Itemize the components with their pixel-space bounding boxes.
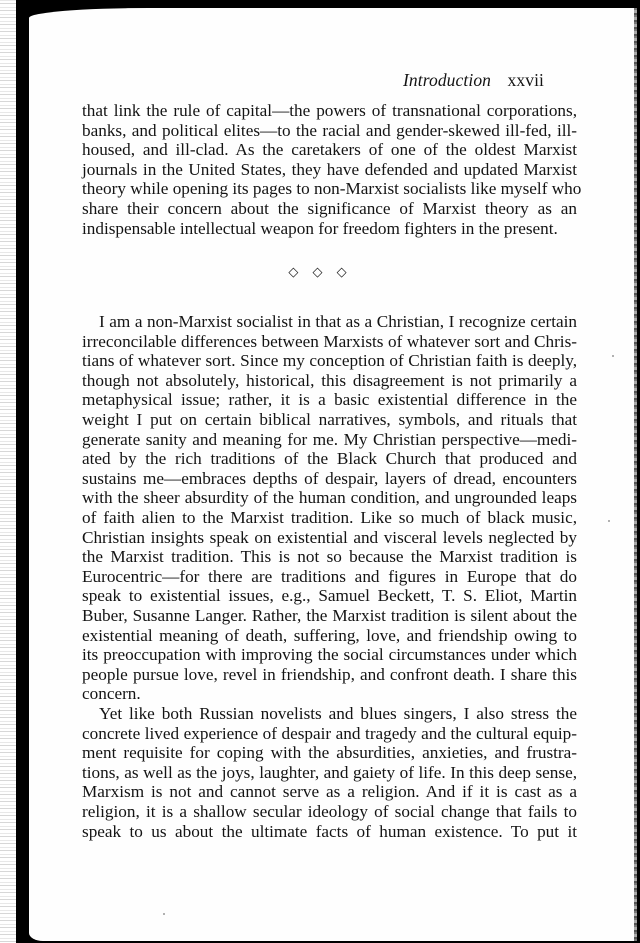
text-line: the Marxist tradition. This is not so because the Marxist tradition is bbox=[82, 547, 577, 567]
text-line: people pursue love, revel in friendship, and confront death. I share this bbox=[82, 664, 577, 684]
text-line: irreconcilable differences between Marxists of whatever sort and Chris- bbox=[82, 331, 577, 351]
text-line: generate sanity and meaning for me. My Christian perspective—medi- bbox=[82, 429, 577, 449]
text-line: weight I put on certain biblical narratives, symbols, and rituals that bbox=[82, 409, 577, 429]
text-line: Yet like both Russian novelists and blues singers, I also stress the bbox=[99, 704, 577, 723]
section-break-ornament: ◇ ◇ ◇ bbox=[288, 265, 352, 280]
paragraph-1 bbox=[82, 101, 582, 238]
text-line: share their concern about the significance of Marxist theory as an bbox=[82, 198, 577, 218]
section-title: Introduction bbox=[402, 70, 492, 90]
text-line: Christian insights speak on existential and visceral levels neglected by bbox=[82, 527, 577, 547]
text-line: indispensable intellectual weapon for freedom fighters in the present. bbox=[82, 218, 558, 238]
text-line: religion, it is a shallow secular ideology of social change that fails to bbox=[82, 801, 577, 821]
text-line: journals in the United States, they have defended and updated Marxist bbox=[82, 159, 577, 179]
text-line: speak to us about the ultimate facts of human existence. To put it bbox=[82, 821, 577, 841]
text-line: concrete lived experience of despair and tragedy and the cultural equip- bbox=[82, 723, 577, 743]
running-head bbox=[403, 70, 544, 91]
text-line: Eurocentric—for there are traditions and figures in Europe that do bbox=[82, 566, 577, 586]
paragraph-3 bbox=[82, 704, 577, 841]
text-line: metaphysical issue; rather, it is a basic existential difference in the bbox=[82, 390, 577, 410]
text-line: existential meaning of death, suffering, love, and friendship owing to bbox=[82, 625, 577, 645]
page-right-edge bbox=[634, 8, 637, 941]
text-line: Marxism is not and cannot serve as a religion. And if it is cast as a bbox=[82, 782, 577, 802]
text-line: ment requisite for coping with the absurdities, anxieties, and frustra- bbox=[82, 743, 577, 763]
text-line: ated by the rich traditions of the Black Church that produced and bbox=[82, 449, 577, 469]
binding-texture bbox=[0, 0, 16, 943]
text-line: concern. bbox=[82, 684, 141, 704]
text-line: banks, and political elites—to the racial and gender-skewed ill-fed, ill- bbox=[82, 120, 577, 140]
text-line: with the sheer absurdity of the human condition, and ungrounded leaps bbox=[82, 488, 577, 508]
scan-speck bbox=[608, 520, 610, 522]
scan-speck bbox=[163, 913, 165, 915]
paragraph-2 bbox=[82, 312, 577, 704]
scan-speck bbox=[612, 355, 614, 357]
text-line: though not absolutely, historical, this disagreement is not primarily a bbox=[82, 370, 577, 390]
text-line: tians of whatever sort. Since my conception of Christian faith is deeply, bbox=[82, 351, 577, 371]
text-line: I am a non-Marxist socialist in that as a Christian, I recognize certain bbox=[99, 312, 577, 331]
text-line: its preoccupation with improving the social circumstances under which bbox=[82, 645, 577, 665]
text-line: that link the rule of capital—the powers of transnational corporations, bbox=[82, 101, 577, 120]
text-line: housed, and ill-clad. As the caretakers of one of the oldest Marxist bbox=[82, 140, 577, 160]
text-line: theory while opening its pages to non-Marxist socialists like myself who bbox=[82, 179, 582, 199]
book-binding-edge bbox=[0, 0, 16, 943]
text-line: tions, as well as the joys, laughter, and gaiety of life. In this deep sense, bbox=[82, 762, 577, 782]
page-number: xxvii bbox=[507, 70, 544, 90]
text-line: sustains me—embraces depths of despair, layers of dread, encounters bbox=[82, 468, 577, 488]
text-line: Buber, Susanne Langer. Rather, the Marxist tradition is silent about the bbox=[82, 605, 577, 625]
text-line: of faith alien to the Marxist tradition. Like so much of black music, bbox=[82, 507, 577, 527]
text-line: speak to existential issues, e.g., Samuel Beckett, T. S. Eliot, Martin bbox=[82, 586, 577, 606]
